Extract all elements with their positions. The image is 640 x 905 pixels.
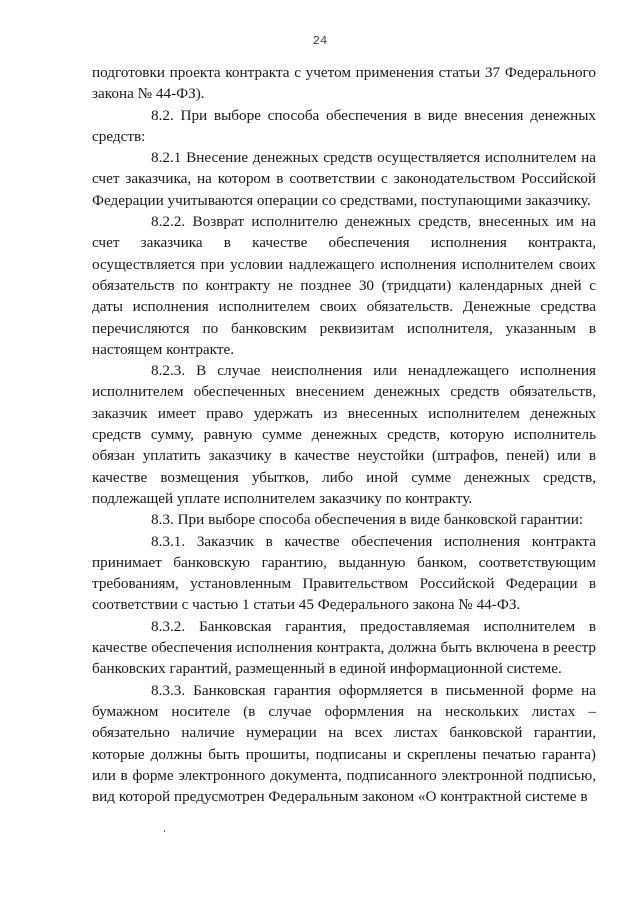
paragraph-clause-8-2: 8.2. При выборе способа обеспечения в виде внесения денежных средств: [92,106,596,145]
page-number: 24 [312,34,328,48]
paragraph-clause-8-3: 8.3. При выборе способа обеспечения в виде банковской гарантии: [151,511,584,529]
paragraph-clause-8-2-1: 8.2.1 Внесение денежных средств осуществляется исполнителем на счет заказчика, на котором в соответствии с законодательством Российской Федерации учитываются операции со средствами, поступающими заказчику. [92,149,596,209]
paragraph-clause-8-3-2: 8.3.2. Банковская гарантия, предоставляемая исполнителем в качестве обеспечения исполнения контракта, должна быть включена в реестр банковских гарантий, размещенный в единой информационной системе. [92,617,596,678]
paragraph-clause-8-2-3: 8.2.3. В случае неисполнения или ненадлежащего исполнения исполнителем обеспеченных внесением денежных средств обязательств, заказчик имеет право удержать из внесенных исполнителем денежных средств сумму, равную сумме денежных средств, которую исполнитель обязан уплатить заказчику в качестве неустойки (штрафов, пеней) или в качестве возмещения убытков, либо иной сумме денежных средств, подлежащей уплате исполнителем заказчику по контракту. [92,362,596,507]
document-body [92,62,596,807]
scan-artifact-dot [164,830,165,832]
paragraph-clause-8-2-2: 8.2.2. Возврат исполнителю денежных средств, внесенных им на счет заказчика в качестве обеспечения исполнения контракта, осуществляется при условии надлежащего исполнения исполнителем своих обязательств по контракту не позднее 30 (тридцати) календарных дней с даты исполнения исполнителем своих обязательств. Денежные средства перечисляются по банковским реквизитам исполнителя, указанным в настоящем контракте. [92,213,596,358]
paragraph-clause-8-3-3: 8.3.3. Банковская гарантия оформляется в письменной форме на бумажном носителе (в случае оформления на нескольких листах – обязательно наличие нумерации на всех листах банковской гарантии, которые должны быть прошиты, подписаны и скреплены печатью гаранта) или в форме электронного документа, подписанного электронной подписью, вид которой предусмотрен Федеральным законом «О контрактной системе в [92,681,596,806]
paragraph-continuation: подготовки проекта контракта с учетом применения статьи 37 Федерального закона № 44-ФЗ). [92,64,596,103]
paragraph-clause-8-3-1: 8.3.1. Заказчик в качестве обеспечения исполнения контракта принимает банковскую гарантию, выданную банком, соответствующим требованиям, установленным Правительством Российской Федерации в соответствии с частью 1 статьи 45 Федерального закона № 44-ФЗ. [92,532,596,614]
